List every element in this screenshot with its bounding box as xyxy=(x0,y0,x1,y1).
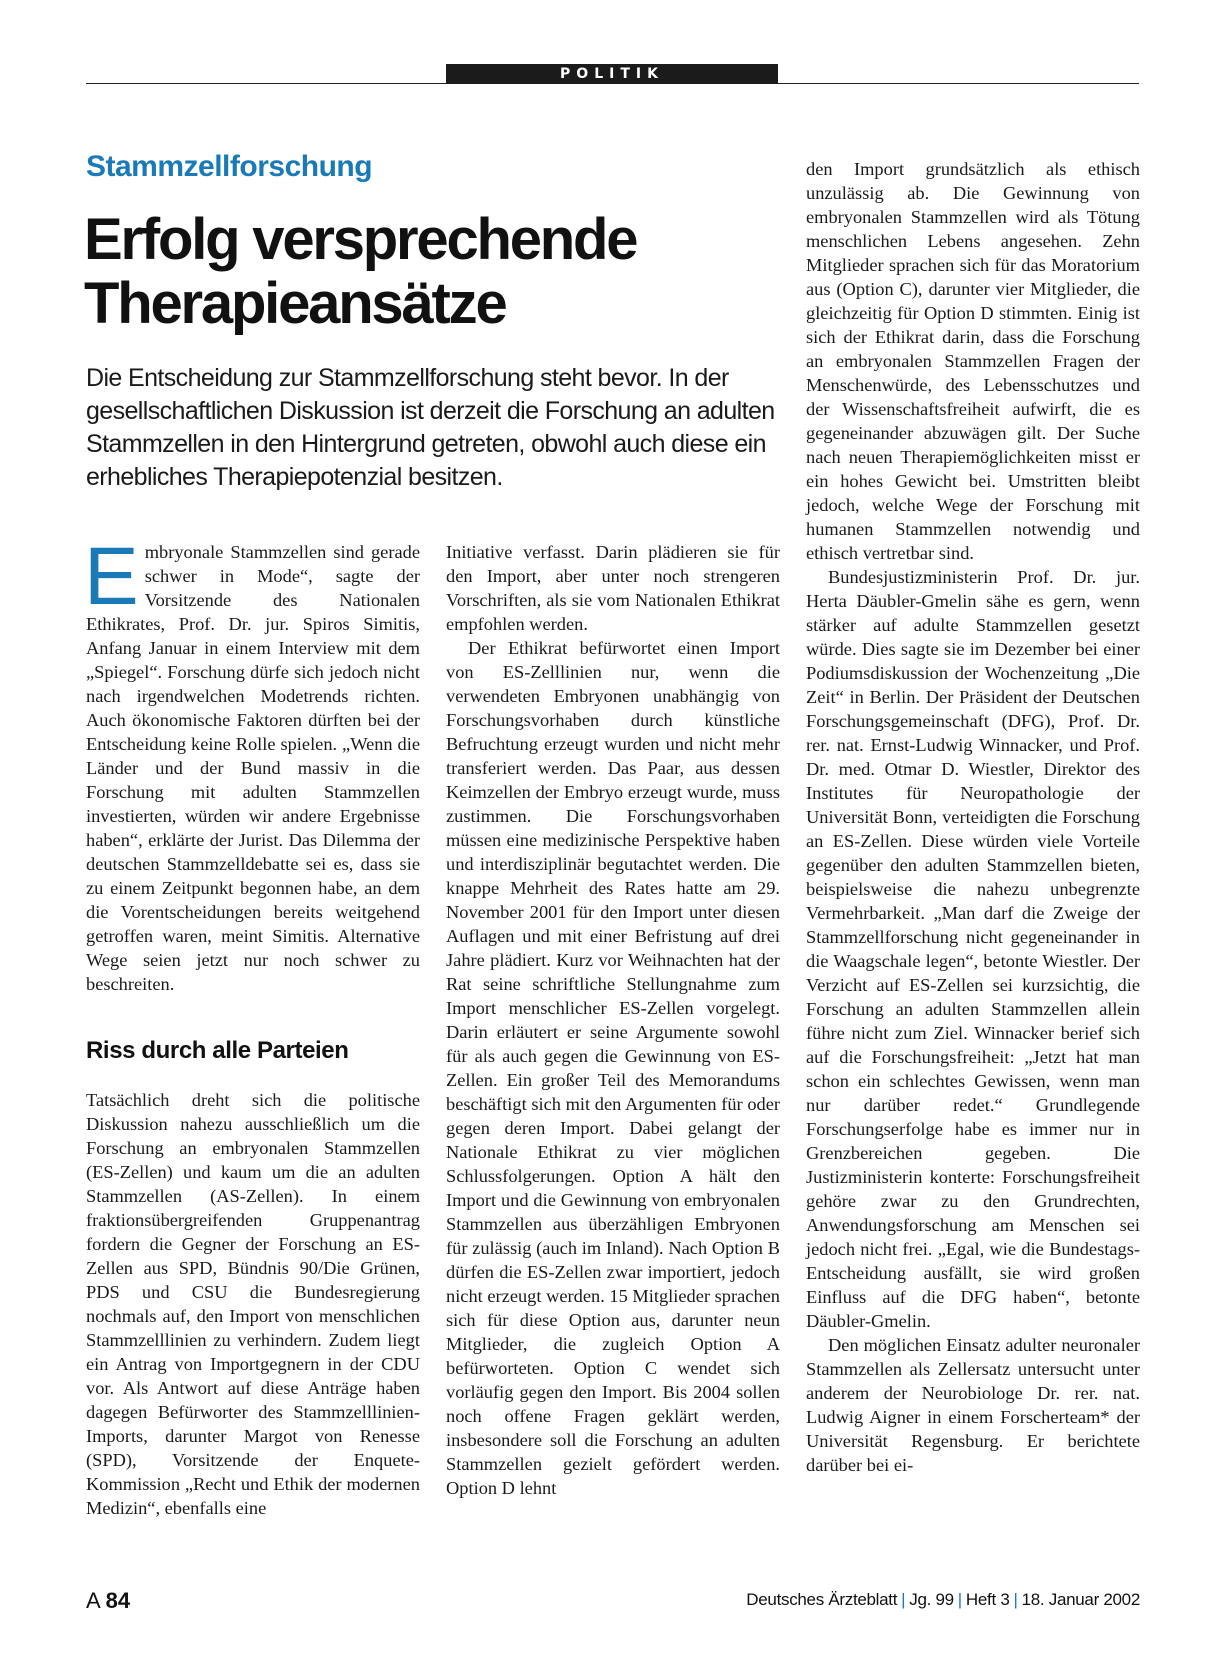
article-lede: Die Entscheidung zur Stammzellforschung steht bevor. In der gesellschaftlichen Diskussion ist derzeit die Forschung an adulten Stammzellen in den Hintergrund getreten, obwohl auch diese ein erhebliches Therapiepotenzial besitzen. xyxy=(86,364,775,491)
paragraph-intro xyxy=(84,531,420,996)
text-column-1 xyxy=(84,531,420,1520)
subheading: Riss durch alle Parteien xyxy=(86,1037,349,1064)
page-prefix: A xyxy=(86,1588,100,1613)
paragraph: Der Ethikrat befürwortet einen Import von ES-Zelllinien nur, wenn die verwendeten Embryonen unabhängig von Forschungsvorhaben durch künstliche Befruchtung erzeugt wurden und nicht mehr transferiert werden. Das Paar, aus dessen Keimzellen der Embryo erzeugt wurde, muss zustimmen. Die Forschungsvorhaben müssen eine medizinische Perspektive haben und interdisziplinär begutachtet werden. Die knappe Mehrheit des Rates hatte am 29. November 2001 für den Import unter diesen Auflagen und mit einer Befristung auf drei Jahre plädiert. Kurz vor Weihnachten hat der Rat seine schriftliche Stellungnahme zum Import menschlicher ES-Zellen vorgelegt. Darin erläutert er seine Argumente sowohl für als auch gegen die Gewinnung von ES-Zellen. Ein großer Teil des Memorandums beschäftigt sich mit den Argumenten für oder gegen deren Import. Dabei gelangt der Nationale Ethikrat zu vier möglichen Schlussfolgerungen. Option A hält den Import und die Gewinnung von embryonalen Stammzellen aus überzähligen Embryonen für zulässig (auch im Inland). Nach Option B dürfen die ES-Zellen zwar importiert, jedoch nicht erzeugt werden. 15 Mitglieder sprachen sich für diese Option aus, darunter neun Mitglieder, die zugleich Option A befürworteten. Option C wendet sich vorläufig gegen den Import. Bis 2004 sollen noch offene Fragen geklärt werden, insbesondere soll die Forschung an adulten Stammzellen gezielt gefördert werden. Option D lehnt xyxy=(446,638,780,1498)
text-column-3 xyxy=(806,157,1140,1477)
paragraph: Tatsächlich dreht sich die politische Diskussion nahezu ausschließlich um die Forschung an embryonalen Stammzellen (ES-Zellen) und kaum um die an adulten Stammzellen (AS-Zellen). In einem fraktionsübergreifenden Gruppenantrag fordern die Gegner der Forschung an ES-Zellen aus SPD, Bündnis 90/Die Grünen, PDS und CSU die Bundesregierung nochmals auf, den Import von menschlichen Stammzelllinien zu verhindern. Zudem liegt ein Antrag von Importgegnern in der CDU vor. Als Antwort auf diese Anträge haben dagegen Befürworter des Stammzelllinien-Imports, darunter Margot von Renesse (SPD), Vorsitzende der Enquete-Kommission „Recht und Ethik der modernen Medizin“, ebenfalls eine xyxy=(86,1090,420,1518)
section-rubric: POLITIK xyxy=(446,64,778,84)
publication-info xyxy=(746,1590,1140,1610)
paragraph-intro-text: mbryonale Stammzellen sind gerade schwer in Mode“, sagte der Vorsitzende des Nationalen Ethikrates, Prof. Dr. jur. Spiros Simitis, Anfang Januar in einem Interview mit dem „Spiegel“. Forschung dürfe sich jedoch nicht nach irgendwelchen Modetrends richten. Auch ökonomische Faktoren dürften bei der Entscheidung keine Rolle spielen. „Wenn die Länder und der Bund massiv in die Forschung mit adulten Stammzellen investierten, würden wir andere Ergebnisse haben“, erklärte der Jurist. Das Dilemma der deutschen Stammzelldebatte sei es, dass sie zu einem Zeitpunkt begonnen habe, an dem die Vorentscheidungen bereits weitgehend getroffen waren, meint Simitis. Alternative Wege seien jetzt nur noch schwer zu beschreiten. xyxy=(86,542,420,994)
separator: | xyxy=(901,1590,906,1609)
paragraph: den Import grundsätzlich als ethisch unzulässig ab. Die Gewinnung von embryonalen Stammzellen wird als Tötung menschlichen Lebens angesehen. Zehn Mitglieder sprachen sich für das Moratorium aus (Option C), darunter vier Mitglieder, die gleichzeitig für Option D stimmten. Einig ist sich der Ethikrat darin, dass die Forschung an embryonalen Stammzellen Fragen der Menschenwürde, des Lebensschutzes und der Wissenschaftsfreiheit aufwirft, die es gegeneinander abzuwägen gilt. Der Suche nach neuen Therapiemöglichkeiten misst er ein hohes Gewicht bei. Umstritten bleibt jedoch, welche Wege der Forschung mit humanen Stammzellen notwendig und ethisch vertretbar sind. xyxy=(806,159,1140,563)
separator: | xyxy=(1013,1590,1018,1609)
issue: Heft 3 xyxy=(965,1590,1010,1609)
volume: Jg. 99 xyxy=(909,1590,954,1609)
journal-name: Deutsches Ärzteblatt xyxy=(746,1590,898,1609)
paragraph: Initiative verfasst. Darin plädieren sie für den Import, aber unter noch strengeren Vorschriften, als sie vom Nationalen Ethikrat empfohlen werden. xyxy=(446,542,780,634)
drop-cap: E xyxy=(84,531,139,622)
page-number xyxy=(86,1588,130,1614)
page-number-value: 84 xyxy=(105,1588,131,1613)
issue-date: 18. Januar 2002 xyxy=(1021,1590,1140,1609)
paragraph: Den möglichen Einsatz adulter neuronaler Stammzellen als Zellersatz untersucht unter anderem der Neurobiologe Dr. rer. nat. Ludwig Aigner in einem Forscherteam* der Universität Regensburg. Er berichtete darüber bei ei- xyxy=(806,1335,1140,1475)
paragraph: Bundesjustizministerin Prof. Dr. jur. Herta Däubler-Gmelin sähe es gern, wenn stärker auf adulte Stammzellen gesetzt würde. Dies sagte sie im Dezember bei einer Podiumsdiskussion der Wochenzeitung „Die Zeit“ in Berlin. Der Präsident der Deutschen Forschungsgemeinschaft (DFG), Prof. Dr. rer. nat. Ernst-Ludwig Winnacker, und Prof. Dr. med. Otmar D. Wiestler, Direktor des Institutes für Neuropathologie der Universität Bonn, verteidigten die Forschung an ES-Zellen. Diese würden viele Vorteile gegenüber den adulten Stammzellen bieten, beispielsweise die nahezu unbegrenzte Vermehrbarkeit. „Man darf die Zweige der Stammzellforschung nicht gegeneinander in die Waagschale legen“, betonte Wiestler. Der Verzicht auf ES-Zellen sei kurzsichtig, die Forschung an adulten Stammzellen allein führe nicht zum Ziel. Winnacker berief sich auf die Forschungsfreiheit: „Jetzt hat man schon ein schlechtes Gewissen, wenn man nur darüber redet.“ Grundlegende Forschungserfolge habe es immer nur in Grenzbereichen gegeben. Die Justizministerin konterte: Forschungsfreiheit gehöre zwar zu den Grundrechten, Anwendungsforschung am Menschen sei jedoch nicht frei. „Egal, wie die Bundestags-Entscheidung ausfällt, sie wird großen Einfluss auf die DFG haben“, betonte Däubler-Gmelin. xyxy=(806,567,1140,1331)
text-column-2 xyxy=(446,540,780,1500)
separator: | xyxy=(957,1590,962,1609)
article-kicker: Stammzellforschung xyxy=(86,150,373,183)
article-headline: Erfolg versprechende Therapieansätze xyxy=(84,207,637,336)
